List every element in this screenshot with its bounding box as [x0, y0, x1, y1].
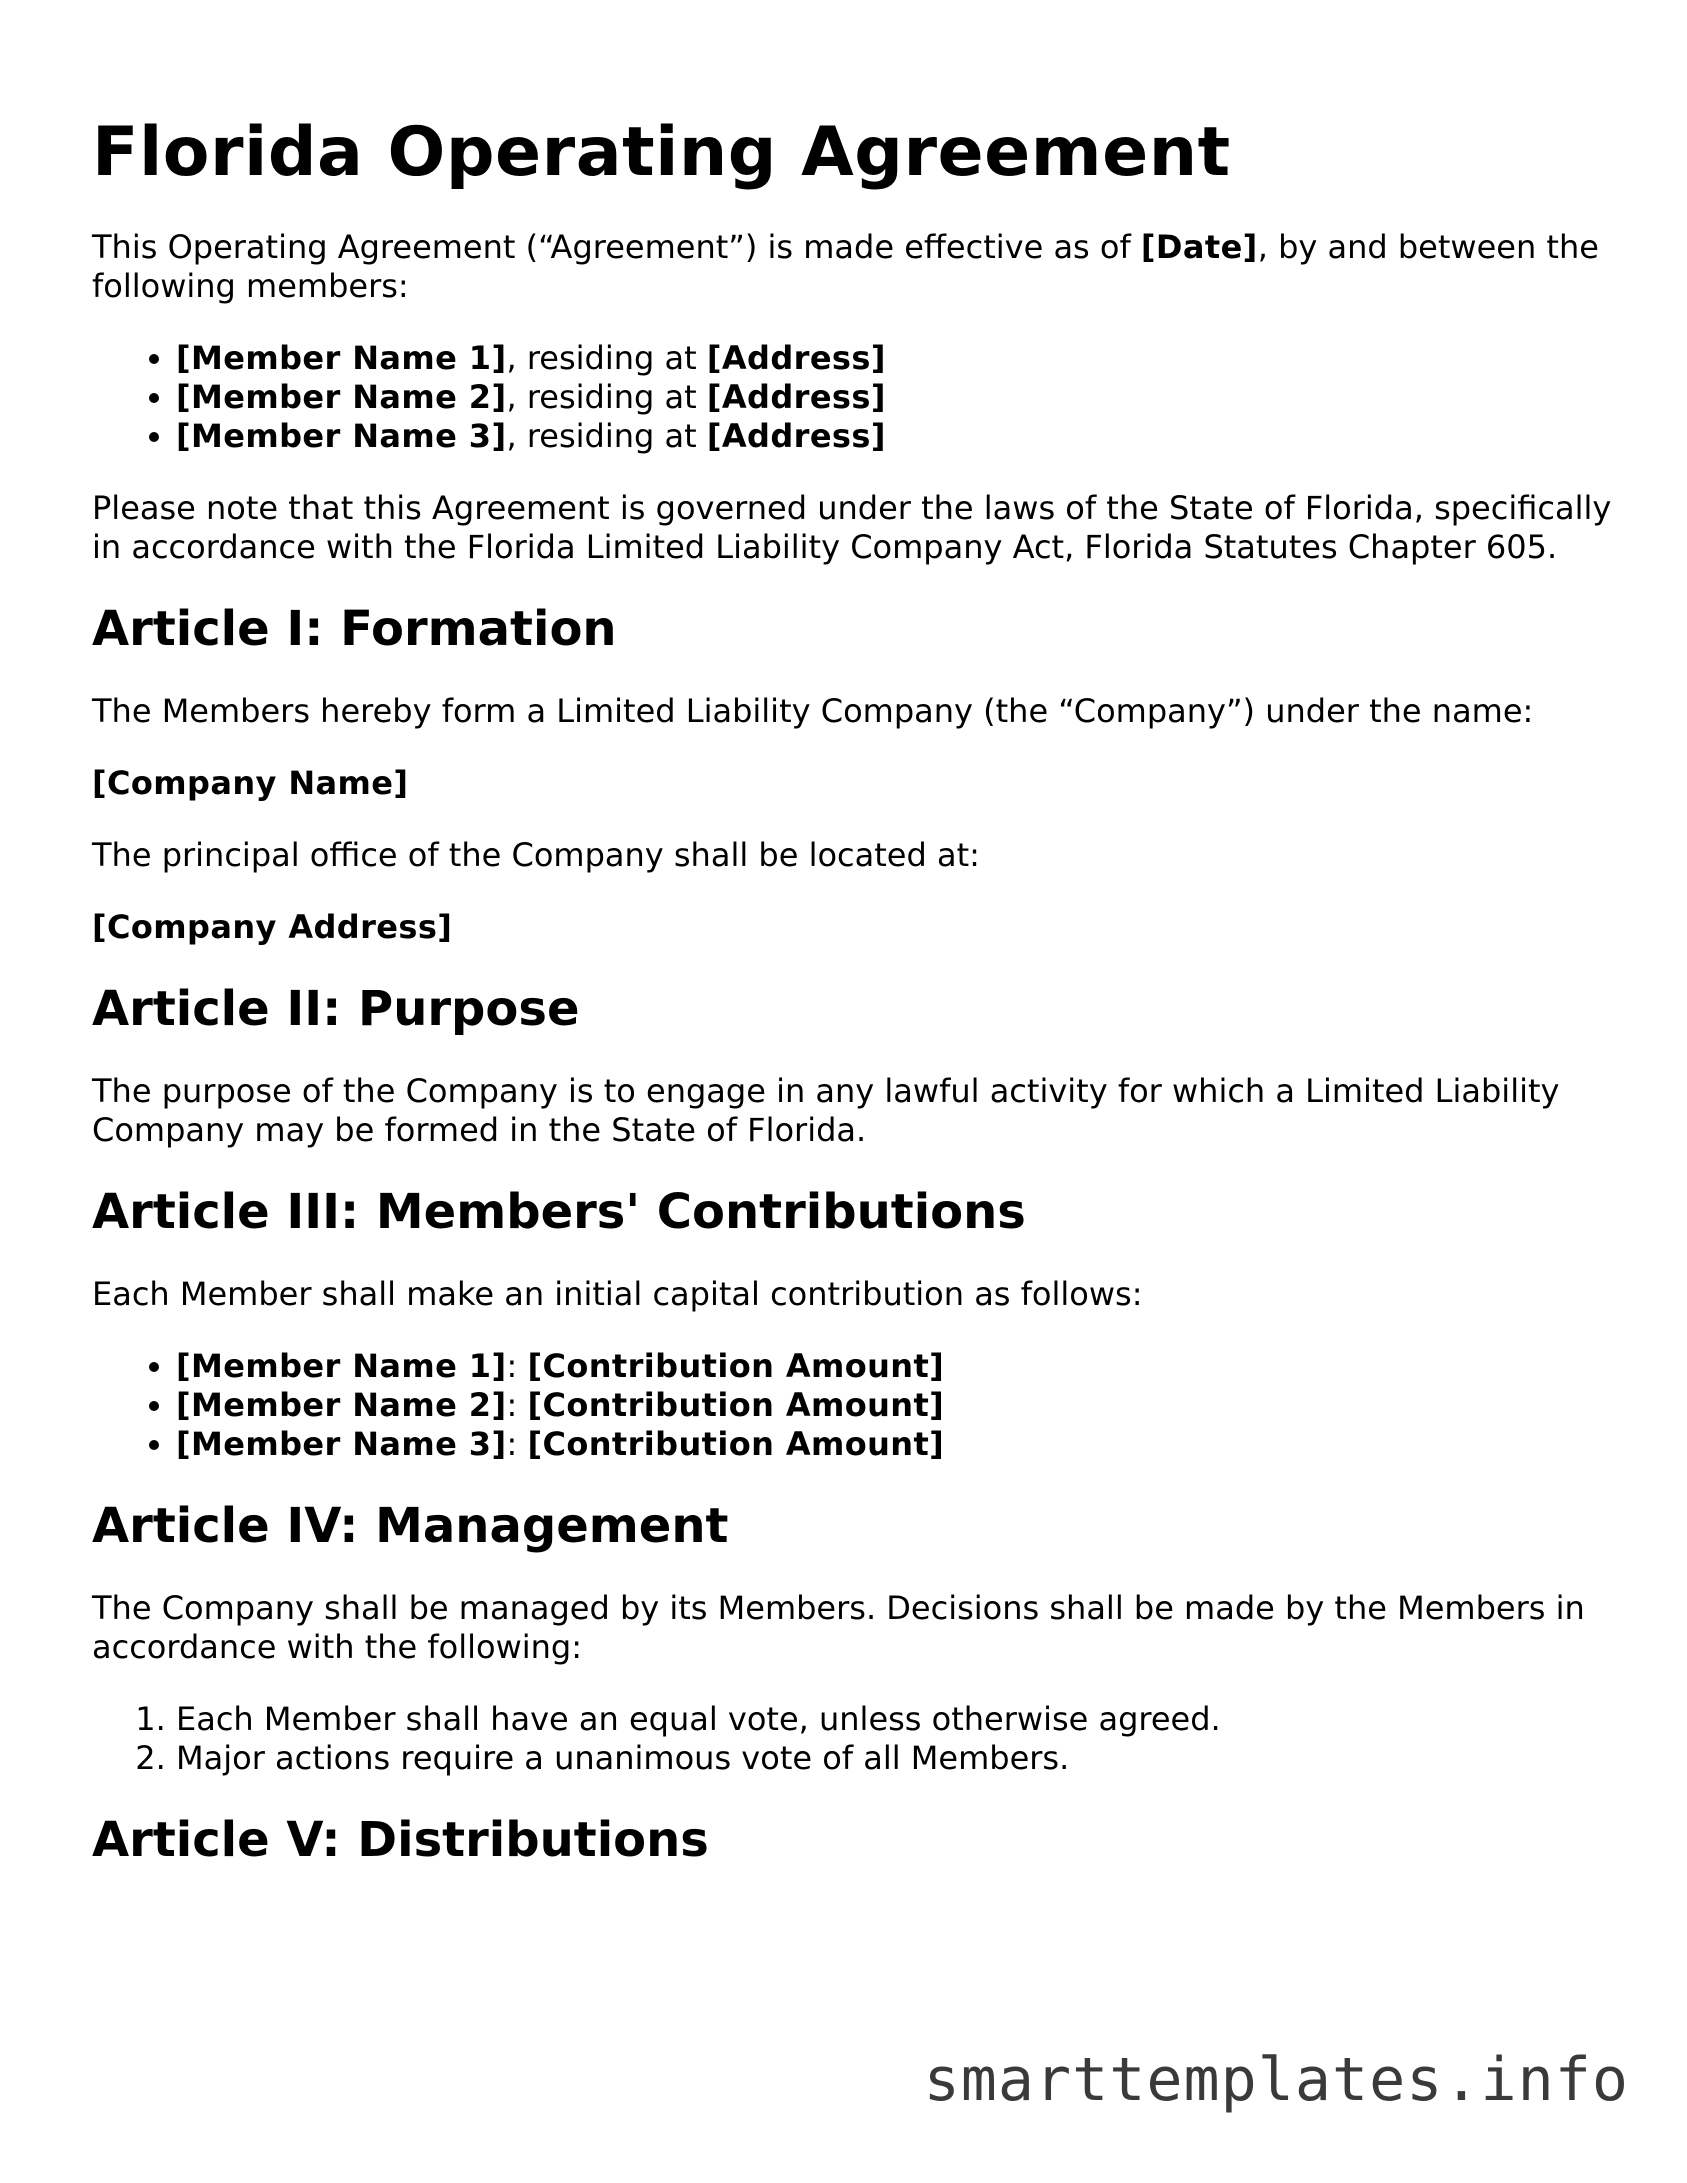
- contributions-text: Each Member shall make an initial capital contribution as follows:: [92, 1275, 1143, 1313]
- list-item: • [Member Name 1], residing at [Address]: [176, 339, 1612, 378]
- date-placeholder: [Date]: [1140, 228, 1258, 266]
- document-page: [92, 112, 1612, 1903]
- article-4-heading: Article IV: Management: [92, 1498, 729, 1554]
- purpose-text: The purpose of the Company is to engage in any lawful activity for which a Limited Liability Company may be formed in the State of Florida.: [92, 1072, 1560, 1149]
- office-text: The principal office of the Company shall be located at:: [92, 836, 980, 874]
- watermark-text: smarttemplates.info: [923, 2045, 1629, 2115]
- list-item: • [Member Name 2]: [Contribution Amount]: [176, 1386, 1612, 1425]
- document-title: Florida Operating Agreement: [92, 113, 1231, 192]
- company-name-placeholder: [Company Name]: [92, 764, 409, 802]
- list-item: • [Member Name 1]: [Contribution Amount]: [176, 1347, 1612, 1386]
- list-item: • [Member Name 2], residing at [Address]: [176, 378, 1612, 417]
- formation-text: The Members hereby form a Limited Liability Company (the “Company”) under the name:: [92, 692, 1534, 730]
- management-rules-list: [92, 1700, 1612, 1778]
- contributions-list: [92, 1347, 1612, 1464]
- article-3-heading: Article III: Members' Contributions: [92, 1184, 1026, 1240]
- members-list: [92, 339, 1612, 456]
- article-5-heading: Article V: Distributions: [92, 1812, 709, 1868]
- management-text: The Company shall be managed by its Members. Decisions shall be made by the Members in accordance with the following:: [92, 1589, 1585, 1666]
- article-1-heading: Article I: Formation: [92, 601, 617, 657]
- list-item: 1. Each Member shall have an equal vote, unless otherwise agreed.: [176, 1700, 1612, 1739]
- list-item: • [Member Name 3], residing at [Address]: [176, 417, 1612, 456]
- list-item: • [Member Name 3]: [Contribution Amount]: [176, 1425, 1612, 1464]
- governing-law-note: Please note that this Agreement is governed under the laws of the State of Florida, specifically in accordance with the Florida Limited Liability Company Act, Florida Statutes Chapter 605.: [92, 489, 1612, 566]
- intro-paragraph: This Operating Agreement (“Agreement”) is made effective as of [Date], by and between the following members:: [92, 228, 1599, 305]
- company-address-placeholder: [Company Address]: [92, 908, 453, 946]
- list-item: 2. Major actions require a unanimous vote of all Members.: [176, 1739, 1612, 1778]
- article-2-heading: Article II: Purpose: [92, 981, 580, 1037]
